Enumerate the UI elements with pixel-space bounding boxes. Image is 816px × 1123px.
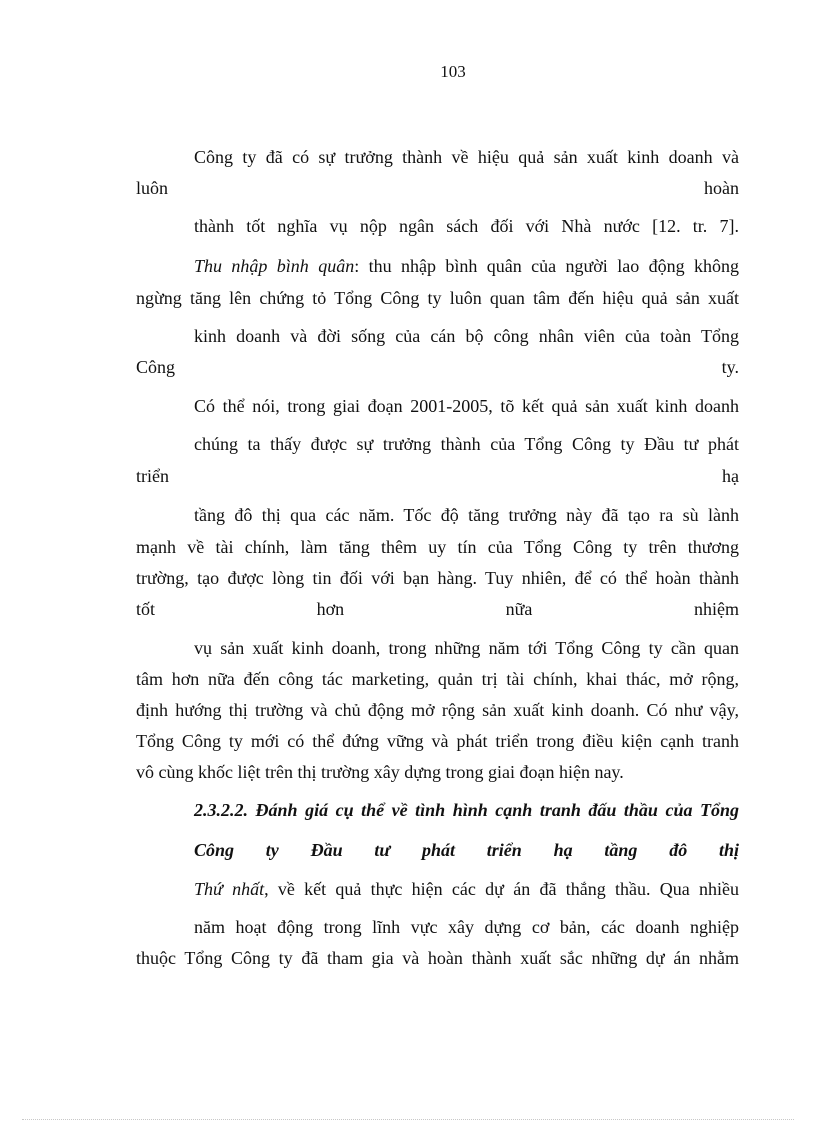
text-line: triển hạ [136, 466, 739, 486]
text-line: luôn hoàn [136, 178, 739, 198]
text-line: kinh doanh và đời sống của cán bộ công nhân viên của toàn Tổng [194, 326, 739, 346]
text-line: thành tốt nghĩa vụ nộp ngân sách đối với Nhà nước [12. tr. 7]. [194, 216, 739, 236]
text-line: Công ty đã có sự trưởng thành về hiệu quả sản xuất kinh doanh và [194, 147, 739, 167]
page-number: 103 [440, 62, 466, 81]
text-line: thuộc Tổng Công ty đã tham gia và hoàn thành xuất sắc những dự án nhằm [136, 948, 739, 968]
italic-term: Thu nhập bình quân [194, 256, 355, 276]
text-line: vụ sản xuất kinh doanh, trong những năm tới Tổng Công ty cần quan [194, 638, 739, 658]
text-line: Có thể nói, trong giai đoạn 2001-2005, tõ kết quả sản xuất kinh doanh [194, 396, 739, 416]
text-line: định hướng thị trường và chủ động mở rộng sản xuất kinh doanh. Có như vậy, [136, 700, 739, 720]
text-line: chúng ta thấy được sự trưởng thành của Tổng Công ty Đầu tư phát [194, 434, 739, 454]
text-line: Thu nhập bình quân: thu nhập bình quân của người lao động không [194, 256, 739, 276]
text-line: vô cùng khốc liệt trên thị trường xây dựng trong giai đoạn hiện nay. [136, 762, 624, 782]
text-line: Công ty. [136, 357, 739, 377]
page-bottom-rule [22, 1119, 794, 1120]
text-line: trường, tạo được lòng tin đối với bạn hàng. Tuy nhiên, để có thể hoàn thành [136, 568, 739, 588]
text-line: tâm hơn nữa đến công tác marketing, quản trị tài chính, khai thác, mở rộng, [136, 669, 739, 689]
italic-term: Thứ nhất [194, 879, 265, 899]
section-heading: 2.3.2.2. Đánh giá cụ thể về tình hình cạnh tranh đấu thầu của Tổng [194, 800, 739, 820]
text-line: năm hoạt động trong lĩnh vực xây dựng cơ bản, các doanh nghiệp [194, 917, 739, 937]
text-line: tốt hơn nữa nhiệm [136, 599, 739, 619]
text-line: ngừng tăng lên chứng tỏ Tổng Công ty luôn quan tâm đến hiệu quả sản xuất [136, 288, 739, 308]
text-line: tầng đô thị qua các năm. Tốc độ tăng trưởng này đã tạo ra sù lành [194, 505, 739, 525]
text-line: Tổng Công ty mới có thể đứng vững và phát triển trong điều kiện cạnh tranh [136, 731, 739, 751]
section-heading: Công ty Đầu tư phát triển hạ tầng đô thị [194, 840, 739, 860]
text-line: mạnh về tài chính, làm tăng thêm uy tín của Tổng Công ty trên thương [136, 537, 739, 557]
text-line: Thứ nhất, về kết quả thực hiện các dự án đã thắng thầu. Qua nhiều [194, 879, 739, 899]
